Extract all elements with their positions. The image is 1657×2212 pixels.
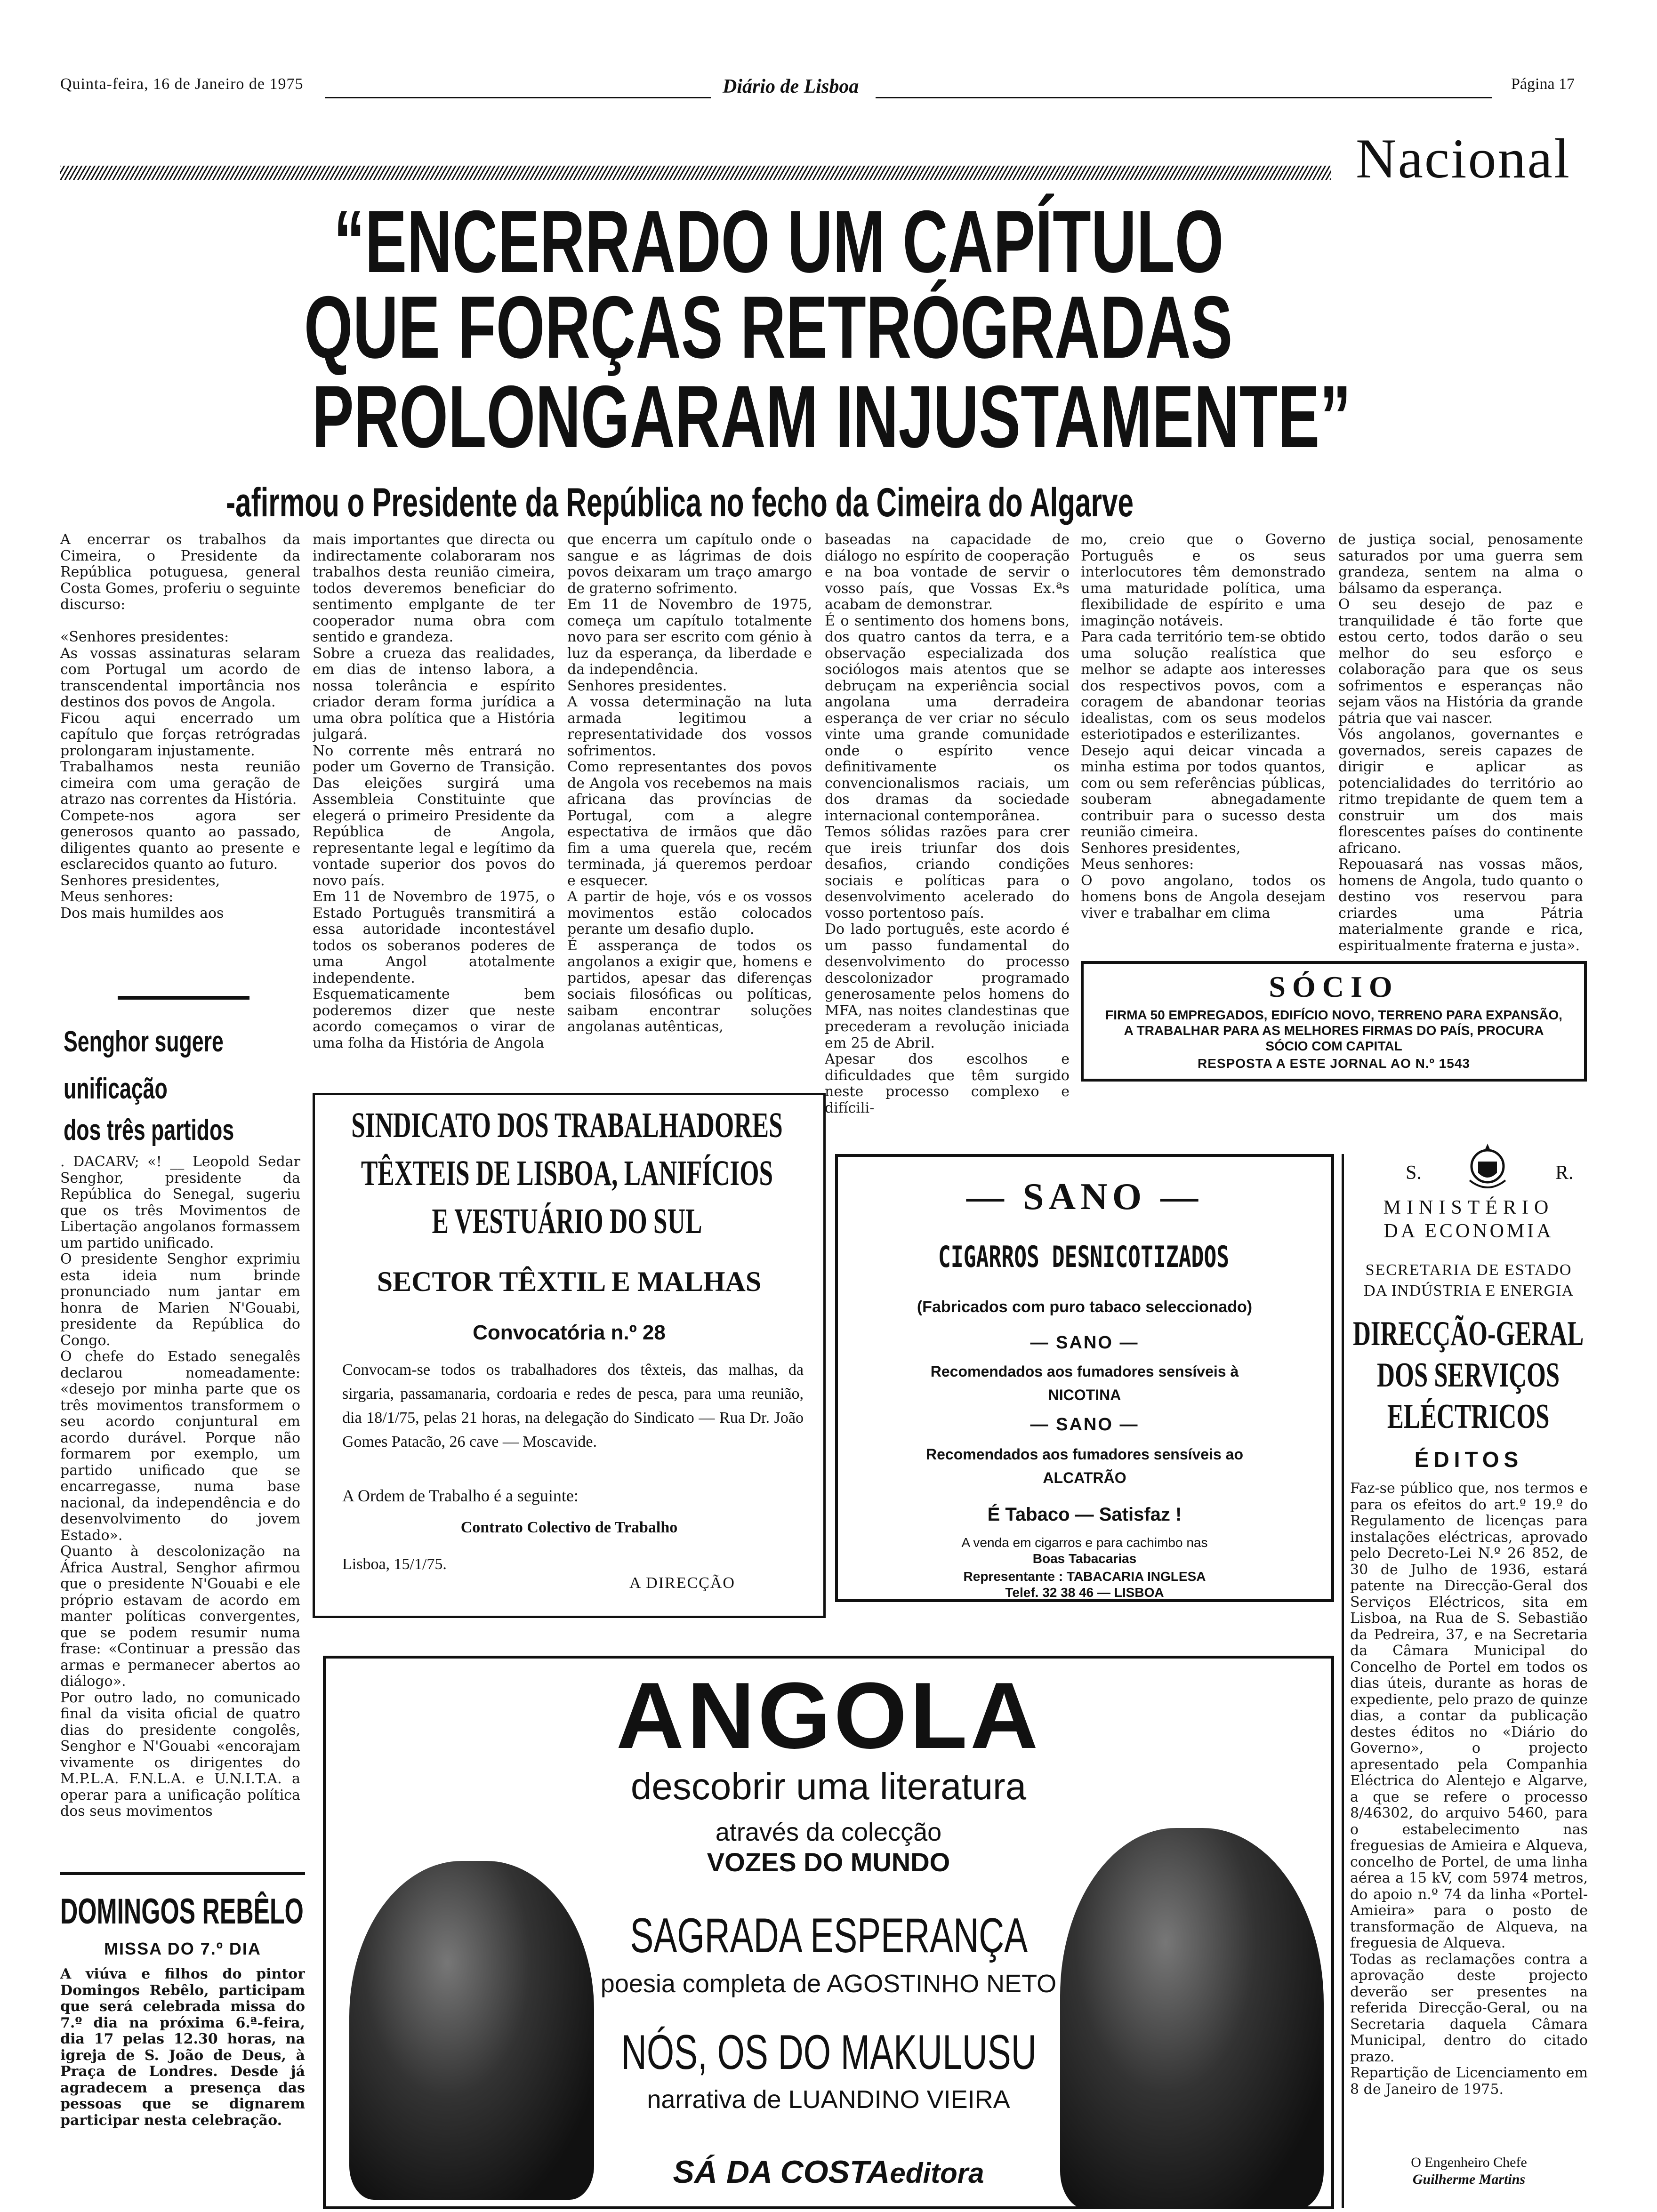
ministerio-direccao-3: ELÉCTRICOS xyxy=(1387,1397,1550,1436)
angola-ad-book-1: SAGRADA ESPERANÇA xyxy=(630,1908,1028,1963)
article-column-4: baseadas na capacidade de diálogo no espírito de cooperação e na boa vontade de servir o vosso país, que Vossas Ex.ªs acabam de demonstrar. É o sentimento dos homens bons, dos quatro cantos da terra, e a observação especializada dos sociólogos mais atentos que se debruçam na experiência social angolana uma derradeira esperança de ver criar no século vinte uma grande comunidade onde o espírito vence definitivamente os convencionalismos raciais, um dos dramas da sociedade internacional contemporânea. Temos sólidas razões para crer que ireis triunfar dos dois desafios, criando condições sociais e políticas para o desenvolvimento acelerado do vosso portentoso país. Do lado português, este acordo é um passo fundamental do desenvolvimento do processo descolonizador programado generosamente pelos homens do MFA, nas noites clandestinas que precederam a revolução iniciada em 25 de Abril. Apesar dos escolhos e dificuldades que têm surgido neste processo complexo e difícili- xyxy=(825,532,1070,1116)
article-col1-end-rule xyxy=(118,996,249,1000)
angola-ad-title: ANGOLA xyxy=(616,1663,1041,1768)
sano-ad-box xyxy=(835,1154,1334,1602)
headline-line-3: PROLONGARAM INJUSTAMENTE” xyxy=(312,367,1351,466)
sindicato-place: Lisboa, 15/1/75. xyxy=(342,1555,447,1573)
ministerio-s: S. xyxy=(1406,1162,1422,1184)
publisher-name: SÁ DA COSTA xyxy=(673,2154,890,2190)
ministerio-line-1: MINISTÉRIO xyxy=(1383,1197,1554,1218)
sindicato-title-3: E VESTUÁRIO DO SUL xyxy=(432,1202,702,1241)
angola-ad-atraves: através da colecção xyxy=(715,1818,942,1846)
coat-of-arms-icon xyxy=(1464,1143,1511,1194)
masthead-rule-left xyxy=(325,97,711,98)
masthead-page-number: Página 17 xyxy=(1511,75,1575,93)
sindicato-body: Convocam-se todos os trabalhadores dos têxteis, das malhas, da sirgaria, passamanaria, cordoaria e redes de pesca, para uma reunião, dia 18/1/75, pelas 21 horas, na delegação do Sindicato — Rua Dr. João Gomes Patacão, 26 cave — Moscavide. xyxy=(342,1361,804,1451)
sindicato-item: Contrato Colectivo de Trabalho xyxy=(460,1519,678,1536)
article-column-5: mo, creio que o Governo Português e os seus interlocutores têm demonstrado uma maturidade política, uma flexibilidade de espírito e uma imaginção notáveis. Para cada território tem-se obtido uma solução realística que melhor se adapte aos interesses dos respectivos povos, com a coragem de abandonar teorias idealistas, com os seus modelos esteriotipados e esterilizantes. Desejo aqui deicar vincada a minha estima por todos quantos, com ou sem referências públicas, souberam abnegadamente contribuir para o sucesso desta reunião cimeira. Senhores presidentes, Meus senhores: O povo angolano, todos os homens bons de Angola desejam viver e trabalhar em clima xyxy=(1081,532,1326,922)
ministerio-body: Faz-se público que, nos termos e para os efeitos do art.º 19.º do Regulamento de licenças para instalações eléctricas, aprovado pelo Decreto-Lei N.º 26 852, de 30 de Julho de 1936, estará patente na Direcção-Geral dos Serviços Eléctricos, sita em Lisboa, na Rua de S. Sebastião da Pedreira, 37, e na Secretaria da Câmara Municipal do Concelho de Portel em todos os dias úteis, durante as horas de expediente, pelo prazo de quinze dias, a contar da publicação destes éditos no «Diário do Governo», o projecto apresentado pela Companhia Eléctrica do Alentejo e Algarve, a que se refere o processo 8/46302, do arquivo 5460, para o estabelecimento nas freguesias de Amieira e Alqueva, concelho de Portel, de uma linha aérea a 15 kV, com 5974 metros, do apoio n.º 74 da linha «Portel-Amieira» para o posto de transformação de Alqueva, na freguesia de Alqueva. Todas as reclamações contra a aprovação deste projecto deverão ser presentes na referida Direcção-Geral, ou na Secretaria daquela Câmara Municipal, dentro do citado prazo. Repartição de Licenciamento em 8 de Janeiro de 1975. xyxy=(1350,1481,1588,2098)
section-label: Nacional xyxy=(1356,127,1571,190)
angola-ad-subtitle: descobrir uma literatura xyxy=(630,1765,1027,1807)
sano-venda-2: Boas Tabacarias xyxy=(1032,1551,1137,1566)
socio-title: SÓCIO xyxy=(1269,970,1399,1003)
senghor-heading-2: unificação xyxy=(64,1073,168,1105)
masthead-rule-right xyxy=(876,97,1492,98)
masthead-date: Quinta-feira, 16 de Janeiro de 1975 xyxy=(60,75,304,93)
sano-rec-2b: ALCATRÃO xyxy=(1043,1469,1126,1486)
photo-right-portrait xyxy=(1060,1828,1324,2209)
obituary-top-rule xyxy=(60,1872,305,1875)
socio-ad-box xyxy=(1081,961,1587,1082)
article-column-1: A encerrar os trabalhos da Cimeira, o Presidente da República potuguesa, general Costa Gomes, proferiu o seguinte discurso: «Senhores presidentes: As vossas assinaturas selaram com Portugal um acordo de transcendental importância nos destinos dos povos de Angola. Ficou aqui encerrado um capítulo que forças retrógradas prolongaram injustamente. Trabalhamos nesta reunião cimeira com uma geração de atrazo nas correntes da História. Compete-nos agora ser generosos quanto ao passado, diligentes quanto ao presente e esclarecidos quanto ao futuro. Senhores presidentes, Meus senhores: Dos mais humildes aos xyxy=(60,532,300,922)
sindicato-convocatoria: Convocatória n.º 28 xyxy=(473,1321,666,1344)
headline-line-2: QUE FORÇAS RETRÓGRADAS xyxy=(304,278,1233,377)
sano-slogan: É Tabaco — Satisfaz ! xyxy=(987,1504,1182,1525)
senghor-body: . DACARV; «! __ Leopold Sedar Senghor, presidente da República do Senegal, sugeriu que os três Movimentos de Libertação angolanos formassem um partido unificado. O presidente Senghor exprimiu esta ideia num brinde pronunciado num jantar em honra de Marien N'Gouabi, presidente da República do Congo. O chefe do Estado senegalês declarou nomeadamente: «desejo por minha parte que os três movimentos transformem o seu acordo conjuntural em acordo durável. Porque não formarem por exemplo, um partido unificado que se encarregasse, numa base nacional, da independência e do desenvolvimento do jovem Estado». Quanto à descolonização na África Austral, Senghor afirmou que o presidente N'Gouabi e ele próprio estavam de acordo em manter políticas convergentes, que se podem resumir numa frase: «Continuar a pressão das armas e permanecer abertos ao diálogo». Por outro lado, no comunicado final da visita oficial de quatro dias do presidente congolês, Senghor e N'Gouabi «encorajam vivamente os dirigentes do M.P.L.A. F.N.L.A. e U.N.I.T.A. a operar para a unificação política dos seus movimentos xyxy=(60,1154,300,1819)
angola-ad-publisher xyxy=(561,2154,1096,2190)
angola-ad-box xyxy=(323,1656,1334,2209)
headline-line-1: “ENCERRADO UM CAPÍTULO xyxy=(333,192,1224,291)
photo-left-portrait xyxy=(349,1861,594,2200)
socio-body: FIRMA 50 EMPREGADOS, EDIFÍCIO NOVO, TERRENO PARA EXPANSÃO, A TRABALHAR PARA AS MELHORES FIRMAS DO PAÍS, PROCURA SÓCIO COM CAPITAL xyxy=(1105,1008,1562,1053)
article-column-3: que encerra um capítulo onde o sangue e as lágrimas de dois povos deixaram um traço amargo de graterno sofrimento. Em 11 de Novembro de 1975, começa um capítulo totalmente novo para ser escrito com génio à luz da esperança, da liberdade e da independência. Senhores presidentes. A vossa determinação na luta armada legitimou a representatividade dos vossos sofrimentos. Como representantes dos povos de Angola vos recebemos na mais africana das províncias de Portugal, com a alegre espectativa de irmãos que dão fim a uma querela que, recém terminada, já queremos perdoar e esquecer. A partir de hoje, vós e os vossos movimentos estão colocados perante um desafio duplo. É assperança de todos os angolanos a exigir que, homens e partidos, apesar das diferenças sociais filosóficas ou políticas, saibam encontrar soluções angolanas autênticas, xyxy=(567,532,812,1035)
obituary-body: A viúva e filhos do pintor Domingos Rebêlo, participam que será celebrada missa do 7.º dia na próxima 6.ª-feira, dia 17 pelas 12.30 horas, na igreja de S. João de Deus, à Praça de Londres. Desde já agradecem a presença das pessoas que se dignarem participar nesta celebração. xyxy=(60,1966,305,2129)
sano-line-2: — SANO — xyxy=(1030,1333,1139,1353)
angola-ad-book-2-author: narrativa de LUANDINO VIEIRA xyxy=(647,2085,1010,2114)
sano-telefone: Telef. 32 38 46 — LISBOA xyxy=(1005,1585,1164,1600)
sano-title: — SANO — xyxy=(966,1176,1203,1218)
sindicato-sign: A DIRECÇÃO xyxy=(629,1574,735,1592)
ministerio-line-2: DA ECONOMIA xyxy=(1384,1220,1554,1242)
sano-line-3: — SANO — xyxy=(1030,1415,1139,1435)
ministerio-r: R. xyxy=(1555,1162,1574,1184)
ministerio-secretaria-1: SECRETARIA DE ESTADO xyxy=(1365,1261,1572,1279)
sindicato-title-1: SINDICATO DOS TRABALHADORES xyxy=(351,1106,783,1145)
senghor-heading-1: Senghor sugere xyxy=(64,1026,224,1058)
ministerio-sign-1: O Engenheiro Chefe xyxy=(1411,2155,1527,2170)
headline-subtitle: -afirmou o Presidente da República no fecho da Cimeira do Algarve xyxy=(226,480,1134,525)
sano-representante: Representante : TABACARIA INGLESA xyxy=(963,1569,1206,1584)
article-column-2: mais importantes que directa ou indirectamente colaboraram nos trabalhos desta reunião cimeira, todos deveremos beneficiar do sentimento emplgante de ter cooperador numa obra com sentido e grandeza. Sobre a crueza das realidades, em dias de intenso labora, a nossa tolerância e espírito criador deram forma jurídica a uma obra política que a História julgará. No corrente mês entrará no poder um Governo de Transição. Das eleições surgirá uma Assembleia Constituinte que elegerá o primeiro Presidente da República de Angola, representante legal e legítimo da vontade superior dos povos do novo país. Em 11 de Novembro de 1975, o Estado Português transmitirá a essa autoridade incontestável todos os soberanos poderes de uma Angol atotalmente independente. Esquematicamente bem poderemos dizer que neste acordo começamos o virar de uma folha da História de Angola xyxy=(313,532,555,1051)
obituary-name: DOMINGOS REBÊLO xyxy=(60,1891,304,1931)
ministerio-secretaria-2: DA INDÚSTRIA E ENERGIA xyxy=(1363,1282,1574,1299)
sano-subtitle: CIGARROS DESNICOTIZADOS xyxy=(938,1240,1230,1274)
ministerio-sign-2: Guilherme Martins xyxy=(1412,2172,1526,2187)
senghor-heading-3: dos três partidos xyxy=(64,1114,234,1146)
socio-reply: RESPOSTA A ESTE JORNAL AO N.º 1543 xyxy=(1198,1056,1470,1071)
ministerio-direccao-1: DIRECÇÃO-GERAL xyxy=(1352,1314,1584,1353)
sano-rec-2: Recomendados aos fumadores sensíveis ao xyxy=(925,1446,1244,1463)
sano-rec-1: Recomendados aos fumadores sensíveis à xyxy=(930,1363,1239,1380)
sindicato-sector: SECTOR TÊXTIL E MALHAS xyxy=(377,1266,762,1297)
angola-ad-book-1-author: poesia completa de AGOSTINHO NETO xyxy=(600,1970,1057,1998)
obituary-subtitle: MISSA DO 7.º DIA xyxy=(104,1939,261,1958)
ministerio-editos: ÉDITOS xyxy=(1414,1447,1523,1472)
sano-fabricados: (Fabricados com puro tabaco seleccionado) xyxy=(917,1298,1253,1316)
sano-venda-1: A venda em cigarros e para cachimbo nas xyxy=(961,1535,1208,1550)
sindicato-title-2: TÊXTEIS DE LISBOA, LANIFÍCIOS xyxy=(361,1154,773,1193)
publisher-suffix: editora xyxy=(890,2157,984,2189)
angola-ad-book-2: NÓS, OS DO MAKULUSU xyxy=(621,2025,1037,2080)
section-hatch-band xyxy=(60,166,1331,180)
sano-rec-1b: NICOTINA xyxy=(1048,1387,1121,1403)
ministerio-left-rule xyxy=(1342,1154,1344,2208)
article-column-6: de justiça social, penosamente saturados por uma guerra sem grandeza, sentem na alma o bálsamo da esperança. O seu desejo de paz e tranquilidade é tão forte que estou certo, todos darão o seu melhor do seu esforço e colaboração para que os seus sofrimentos e esperanças não sejam vãos na História da grande pátria que vai nascer. Vós angolanos, governantes e governados, sereis capazes de dirigir e aplicar as potencialidades do território ao ritmo trepidante de quem tem a construir um dos mais florescentes países do continente africano. Repouasará nas vossas mãos, homens de Angola, tudo quanto o destino vos reservou para criardes uma Pátria materialmente grande e rica, espiritualmente fraterna e justa». xyxy=(1338,532,1583,954)
sindicato-ad-box xyxy=(313,1093,826,1618)
masthead-paper-name: Diário de Lisboa xyxy=(723,76,859,97)
ministerio-direccao-2: DOS SERVIÇOS xyxy=(1377,1356,1560,1395)
sindicato-ordem: A Ordem de Trabalho é a seguinte: xyxy=(342,1486,579,1505)
angola-ad-colecao: VOZES DO MUNDO xyxy=(707,1847,950,1877)
